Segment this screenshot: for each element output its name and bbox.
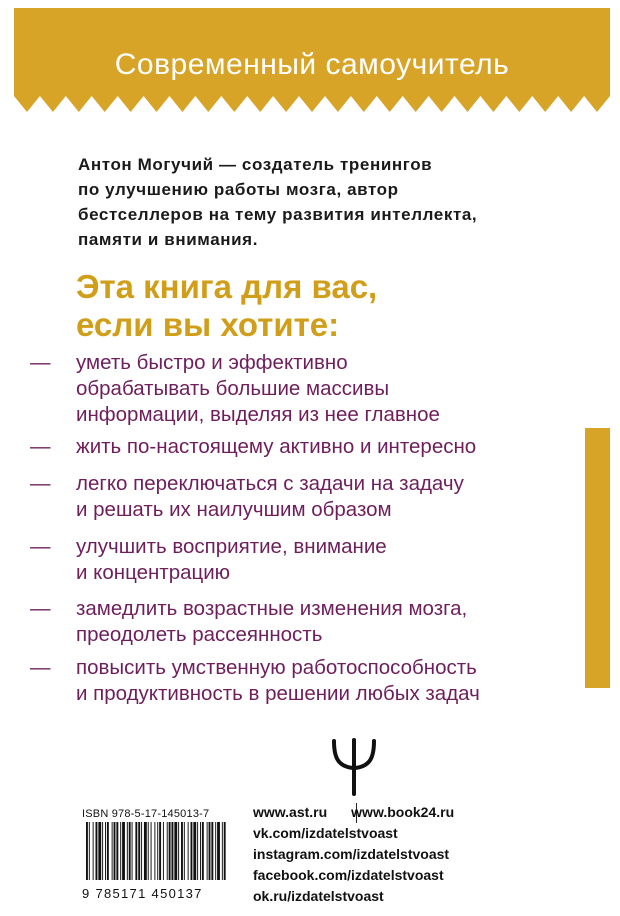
list-dash: — [30, 435, 51, 458]
barcode-bar [193, 822, 196, 880]
book-for-you-heading [76, 268, 377, 344]
barcode-bar [135, 822, 137, 880]
barcode-bar [181, 822, 183, 880]
barcode-bar [174, 822, 177, 880]
barcode-bar [129, 822, 131, 880]
author-line: бестселлеров на тему развития интеллекта, [78, 205, 478, 224]
ast-link[interactable]: www.ast.ru [253, 804, 328, 820]
ok-link[interactable]: ok.ru/izdatelstvoast [253, 888, 384, 904]
barcode-bar [202, 822, 204, 880]
isbn-number: ISBN 978-5-17-145013-7 [82, 808, 210, 820]
barcode-digits: 9 785171 450137 [82, 886, 203, 901]
barcode-bar [188, 822, 189, 880]
list-item-line: улучшить восприятие, внимание [76, 535, 387, 558]
list-item-line: замедлить возрастные изменения мозга, [76, 597, 468, 620]
isbn-barcode [82, 808, 232, 901]
book24-link[interactable]: www.book24.ru [351, 804, 455, 820]
list-dash: — [30, 472, 51, 495]
list-item-line: повысить умственную работоспособность [76, 656, 477, 679]
publisher-links [253, 802, 454, 907]
barcode-bar [114, 822, 116, 880]
barcode-bar [107, 822, 109, 880]
list-dash: — [30, 597, 51, 620]
series-title: Современный самоучитель [114, 48, 510, 81]
barcode-bar [211, 822, 213, 880]
facebook-link[interactable]: facebook.com/izdatelstvoast [253, 867, 444, 883]
vk-link[interactable]: vk.com/izdatelstvoast [253, 825, 398, 841]
barcode-bar [200, 822, 201, 880]
list-item-line: и концентрацию [76, 561, 231, 584]
heading-line: если вы хотите: [76, 306, 340, 343]
barcode-bar [141, 822, 142, 880]
series-banner [14, 8, 610, 114]
barcode-bar [191, 822, 193, 880]
barcode-bar [98, 822, 101, 880]
barcode-bar [167, 822, 168, 880]
barcode-bar [151, 822, 152, 880]
side-accent-bar [585, 428, 610, 688]
barcode-bar [169, 822, 171, 880]
list-item-line: информации, выделяя из нее главное [76, 403, 440, 426]
list-dash: — [30, 535, 51, 558]
list-item-line: обрабатывать большие массивы [76, 377, 390, 400]
barcode-bar [163, 822, 164, 880]
heading-line: Эта книга для вас, [76, 268, 378, 305]
barcode-bar [209, 822, 211, 880]
barcode-bar [197, 822, 198, 880]
barcode-bar [93, 822, 94, 880]
barcode-bar [217, 822, 220, 880]
list-dash: — [30, 656, 51, 679]
barcode-bar [159, 822, 161, 880]
barcode-bar [157, 822, 158, 880]
barcode-bar [127, 822, 128, 880]
list-item-line: жить по-настоящему активно и интересно [76, 435, 477, 458]
barcode-bar [215, 822, 216, 880]
list-item-line: и решать их наилучшим образом [76, 498, 392, 521]
barcode-bar [154, 822, 155, 880]
barcode-bar [96, 822, 98, 880]
barcode-bar [116, 822, 118, 880]
barcode-bar [86, 822, 88, 880]
psi-icon [329, 738, 379, 801]
barcode-bar [224, 822, 226, 880]
barcode-bar [144, 822, 147, 880]
list-dash: — [30, 351, 51, 374]
barcode-bar [222, 822, 223, 880]
list-item-line: преодолеть рассеянность [76, 623, 323, 646]
barcode-bar [105, 822, 106, 880]
barcode-bar [138, 822, 140, 880]
author-description [78, 152, 538, 252]
barcode-bar [148, 822, 149, 880]
author-line: памяти и внимания. [78, 230, 259, 249]
barcode-bar [178, 822, 179, 880]
list-item-line: уметь быстро и эффективно [76, 351, 348, 374]
instagram-link[interactable]: instagram.com/izdatelstvoast [253, 846, 450, 862]
list-item-line: и продуктивность в решении любых задач [76, 682, 480, 705]
barcode-bars [82, 820, 230, 880]
barcode-bar [122, 822, 125, 880]
list-item-line: легко переключаться с задачи на задачу [76, 472, 464, 495]
barcode-bar [102, 822, 103, 880]
barcode-bar [89, 822, 90, 880]
barcode-bar [112, 822, 113, 880]
barcode-bar [172, 822, 174, 880]
barcode-bar [207, 822, 208, 880]
author-line: по улучшению работы мозга, автор [78, 180, 399, 199]
author-line: Антон Могучий — создатель тренингов [78, 155, 433, 174]
barcode-bar [132, 822, 133, 880]
barcode-bar [184, 822, 185, 880]
barcode-bar [120, 822, 121, 880]
